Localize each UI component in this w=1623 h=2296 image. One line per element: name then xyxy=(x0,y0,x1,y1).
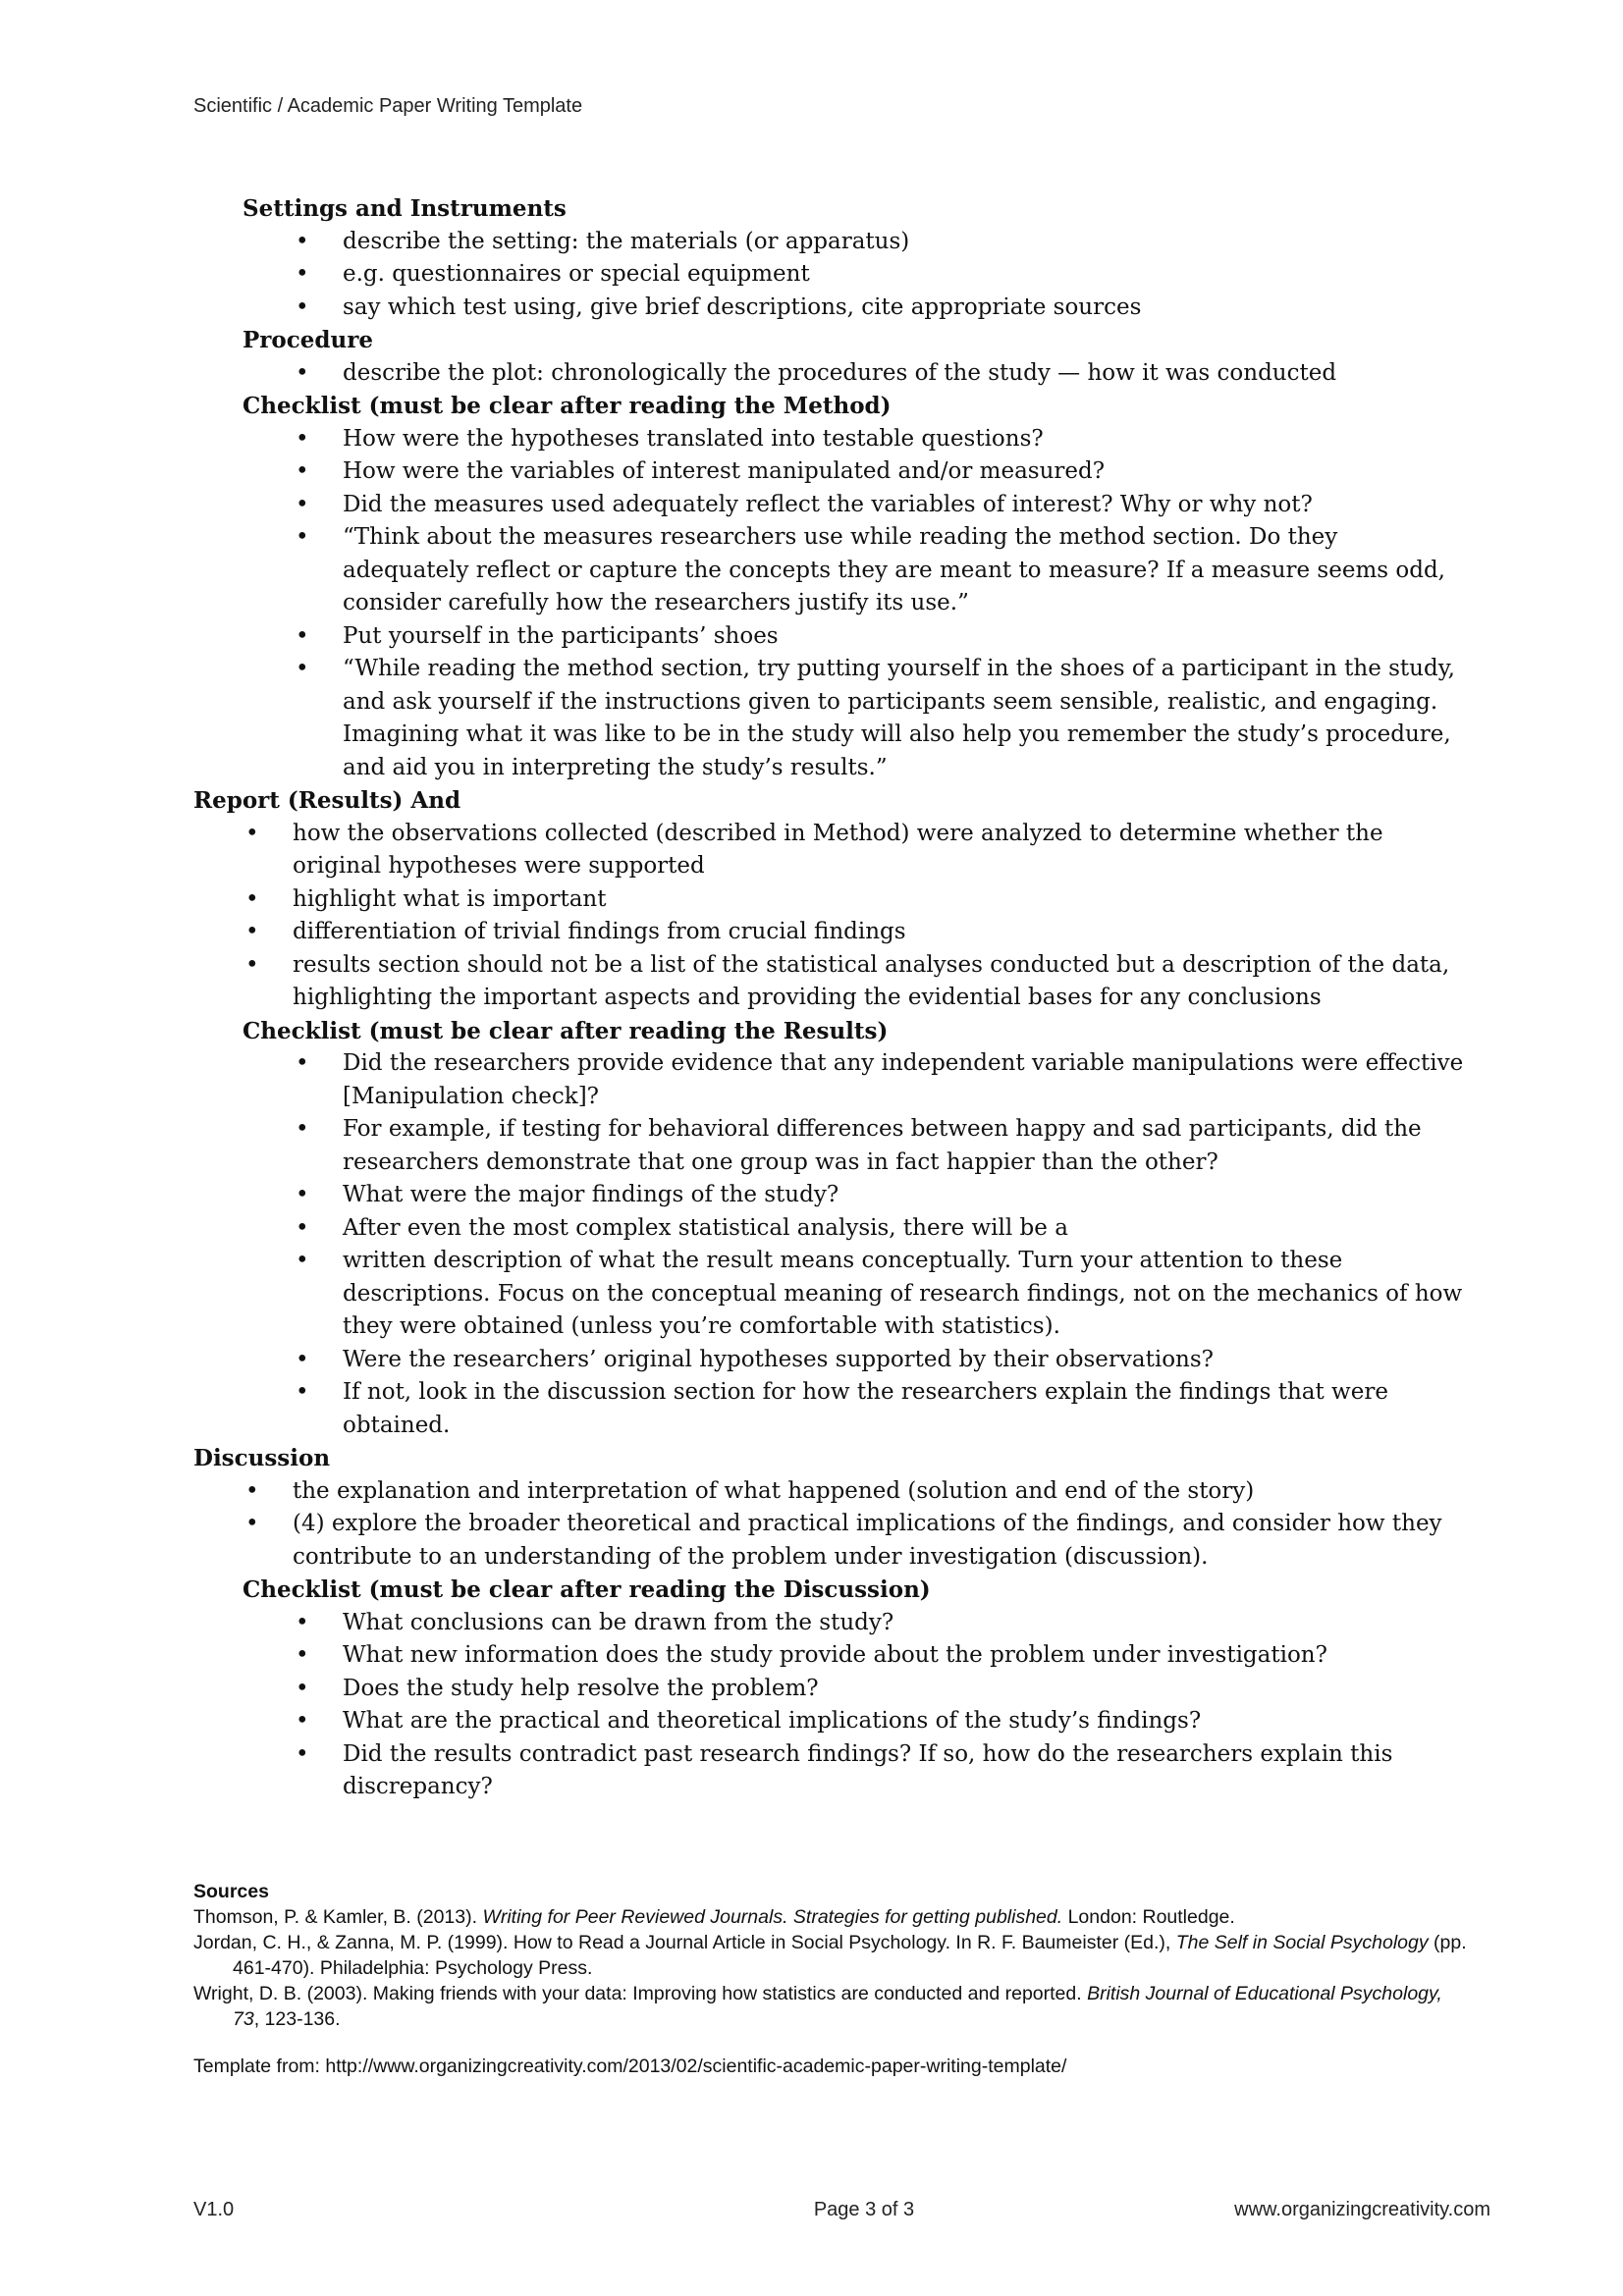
list-item: • differentiation of trivial findings from crucial findings xyxy=(193,916,1470,949)
settings-list xyxy=(193,226,1470,325)
discussion-checklist xyxy=(193,1607,1470,1804)
method-checklist xyxy=(193,423,1470,785)
list-item: • What new information does the study provide about the problem under investigation? xyxy=(193,1639,1470,1673)
list-item: • How were the variables of interest manipulated and/or measured? xyxy=(193,455,1470,489)
reference-text: Thomson, P. & Kamler, B. (2013). xyxy=(193,1906,483,1928)
discussion-heading: Discussion xyxy=(193,1445,331,1471)
list-item: • (4) explore the broader theoretical and practical implications of the findings, and consider how they contribute to an understanding of the problem under investigation (discussion). xyxy=(193,1508,1470,1574)
settings-heading: Settings and Instruments xyxy=(243,195,567,222)
list-item: • Did the results contradict past research findings? If so, how do the researchers explain this discrepancy? xyxy=(193,1738,1470,1804)
results-checklist-heading: Checklist (must be clear after reading the Results) xyxy=(243,1017,889,1044)
list-item: • results section should not be a list of the statistical analyses conducted but a description of the data, highlighting the important aspects and providing the evidential bases for any conclusions xyxy=(193,949,1470,1015)
list-item: • how the observations collected (described in Method) were analyzed to determine whether the original hypotheses were supported xyxy=(193,818,1470,883)
footer-version: V1.0 xyxy=(193,2199,235,2220)
list-item: • Put yourself in the participants’ shoes xyxy=(193,620,1470,654)
list-item: • e.g. questionnaires or special equipment xyxy=(193,258,1470,292)
footer-website[interactable]: www.organizingcreativity.com xyxy=(1234,2199,1490,2220)
list-item: • describe the setting: the materials (or apparatus) xyxy=(193,226,1470,259)
list-item: • “While reading the method section, try putting yourself in the shoes of a participant in the study, and ask yourself if the instructions given to participants seem sensible, realistic, and engaging. Imagining what it was like to be in the study will also help you remember the study’s procedure, and aid you in interpreting the study’s results.” xyxy=(193,653,1470,784)
list-item: • If not, look in the discussion section for how the researchers explain the findings that were obtained. xyxy=(193,1376,1470,1442)
reference-title: British Journal of Educational Psychology, 73 xyxy=(233,1983,1442,2030)
list-item: • highlight what is important xyxy=(193,883,1470,917)
list-item: • What were the major findings of the study? xyxy=(193,1179,1470,1212)
list-item: • say which test using, give brief descriptions, cite appropriate sources xyxy=(193,292,1470,325)
list-item: • written description of what the result means conceptually. Turn your attention to these descriptions. Focus on the conceptual meaning of research findings, not on the mechanics of how they were obtained (unless you’re comfortable with statistics). xyxy=(193,1245,1470,1344)
list-item: • For example, if testing for behavioral differences between happy and sad participants, did the researchers demonstrate that one group was in fact happier than the other? xyxy=(193,1113,1470,1179)
discussion-checklist-heading: Checklist (must be clear after reading the Discussion) xyxy=(243,1576,931,1603)
procedure-list xyxy=(193,357,1470,391)
template-link[interactable]: Template from: http://www.organizingcreativity.com/2013/02/scientific-academic-paper-writing-template/ xyxy=(193,2056,1067,2077)
reference-entry xyxy=(193,1981,1470,2032)
list-item: • After even the most complex statistical analysis, there will be a xyxy=(193,1212,1470,1246)
list-item: • the explanation and interpretation of what happened (solution and end of the story) xyxy=(193,1475,1470,1509)
list-item: • Did the researchers provide evidence that any independent variable manipulations were effective [Manipulation check]? xyxy=(193,1047,1470,1113)
list-item: • Did the measures used adequately reflect the variables of interest? Why or why not? xyxy=(193,489,1470,522)
reference-entry xyxy=(193,1930,1470,1981)
reference-title: Writing for Peer Reviewed Journals. Strategies for getting published. xyxy=(482,1906,1063,1928)
method-checklist-heading: Checklist (must be clear after reading the Method) xyxy=(243,393,892,419)
reference-text: London: Routledge. xyxy=(1062,1906,1235,1928)
results-list xyxy=(193,818,1470,1015)
reference-title: The Self in Social Psychology xyxy=(1175,1932,1429,1953)
procedure-heading: Procedure xyxy=(243,327,373,353)
reference-list xyxy=(193,1904,1470,2032)
reference-text: Wright, D. B. (2003). Making friends with your data: Improving how statistics are conducted and reported. xyxy=(193,1983,1088,2004)
page-header: Scientific / Academic Paper Writing Template xyxy=(193,95,583,117)
list-item: • “Think about the measures researchers use while reading the method section. Do they adequately reflect or capture the concepts they are meant to measure? If a measure seems odd, consider carefully how the researchers justify its use.” xyxy=(193,521,1470,620)
list-item: • What are the practical and theoretical implications of the study’s findings? xyxy=(193,1705,1470,1738)
results-heading: Report (Results) And xyxy=(193,787,461,814)
discussion-list xyxy=(193,1475,1470,1575)
reference-text: Jordan, C. H., & Zanna, M. P. (1999). How to Read a Journal Article in Social Psychology. In R. F. Baumeister (Ed.), xyxy=(193,1932,1176,1953)
sources-section xyxy=(193,1879,1470,2079)
sources-title: Sources xyxy=(193,1881,269,1902)
results-checklist xyxy=(193,1047,1470,1442)
list-item: • describe the plot: chronologically the procedures of the study — how it was conducted xyxy=(193,357,1470,391)
reference-entry xyxy=(193,1904,1470,1930)
reference-text: (pp. 461-470). Philadelphia: Psychology Press. xyxy=(233,1932,1467,1979)
list-item: • Does the study help resolve the problem? xyxy=(193,1673,1470,1706)
list-item: • How were the hypotheses translated into testable questions? xyxy=(193,423,1470,456)
reference-text: , 123-136. xyxy=(253,2008,341,2030)
list-item: • What conclusions can be drawn from the study? xyxy=(193,1607,1470,1640)
document-body xyxy=(193,192,1470,1804)
list-item: • Were the researchers’ original hypotheses supported by their observations? xyxy=(193,1344,1470,1377)
footer-page-number: Page 3 of 3 xyxy=(813,2199,915,2220)
